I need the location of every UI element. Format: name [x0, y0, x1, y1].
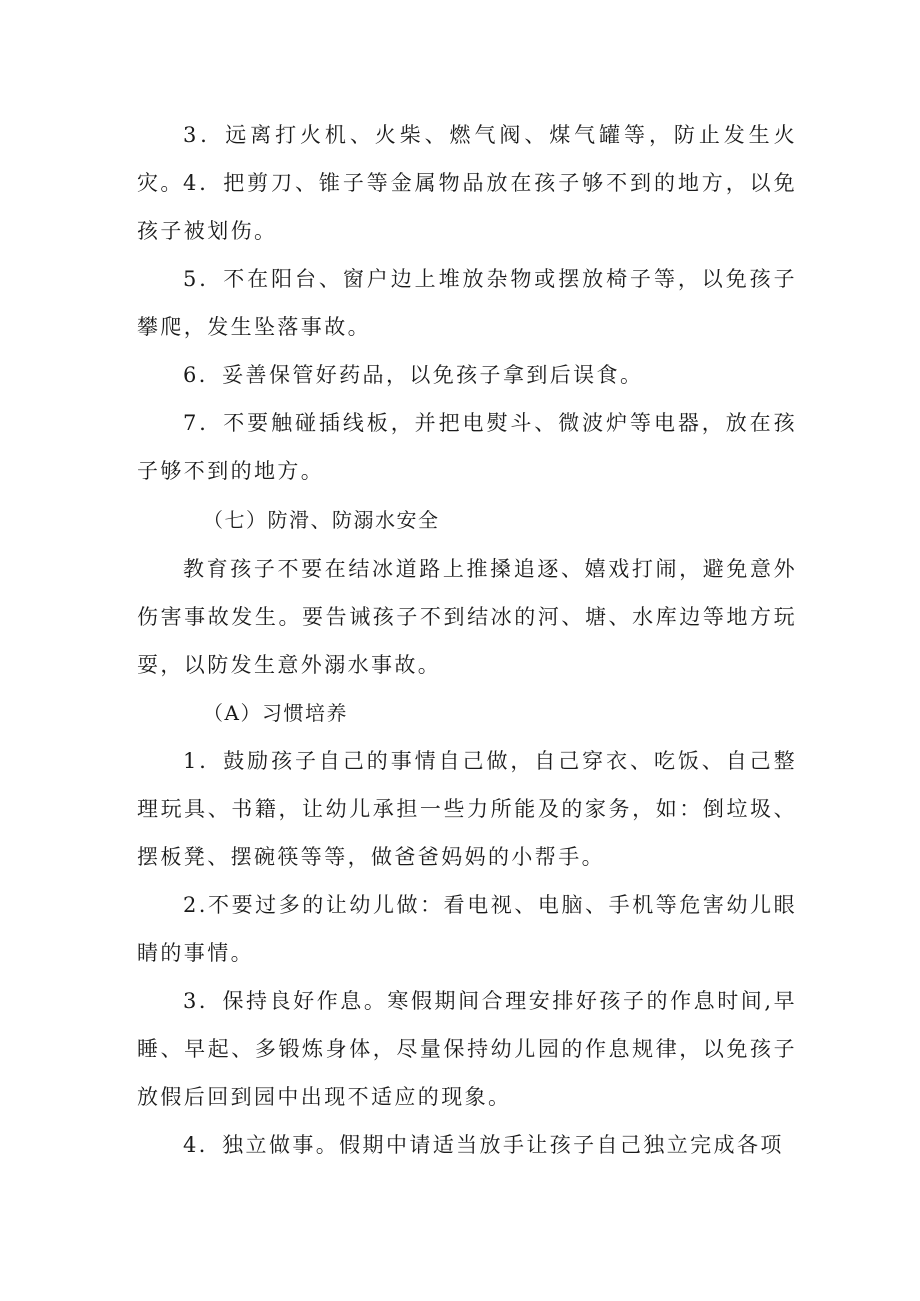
section-heading-8: （A）习惯培养 [203, 701, 348, 725]
paragraph-item-6: 6．妥善保管好药品，以免孩子拿到后误食。 [183, 363, 644, 387]
paragraph-item-4: 4．把剪刀、锥子等金属物品放在孩子够不到的地方，以免孩子被划伤。 [137, 171, 797, 243]
paragraph-item-5: 5．不在阳台、窗户边上堆放杂物或摆放椅子等，以免孩子攀爬，发生坠落事故。 [137, 267, 797, 339]
paragraph-habit-1: 1．鼓励孩子自己的事情自己做，自己穿衣、吃饭、自己整理玩具、书籍，让幼儿承担一些力所能及的家务，如：倒垃圾、摆板凳、摆碗筷等等，做爸爸妈妈的小帮手。 [137, 749, 797, 869]
paragraph-habit-4: 4．独立做事。假期中请适当放手让孩子自己独立完成各项 [183, 1133, 784, 1157]
section-heading-7: （七）防滑、防溺水安全 [203, 508, 440, 532]
paragraph-habit-3: 3．保持良好作息。寒假期间合理安排好孩子的作息时间,早睡、早起、多锻炼身体，尽量保持幼儿园的作息规律，以免孩子放假后回到园中出现不适应的现象。 [137, 989, 797, 1109]
paragraph-habit-2: 2.不要过多的让幼儿做：看电视、电脑、手机等危害幼儿眼睛的事情。 [137, 893, 797, 965]
paragraph-ice-safety: 教育孩子不要在结冰道路上推搡追逐、嬉戏打闹，避免意外伤害事故发生。要告诫孩子不到结冰的河、塘、水库边等地方玩耍，以防发生意外溺水事故。 [137, 557, 797, 677]
paragraph-item-7: 7．不要触碰插线板，并把电熨斗、微波炉等电器，放在孩子够不到的地方。 [137, 411, 797, 483]
paragraph-item-3: 3．远离打火机、火柴、燃气阀、煤气罐等，防止发生火灾。 [137, 123, 797, 195]
